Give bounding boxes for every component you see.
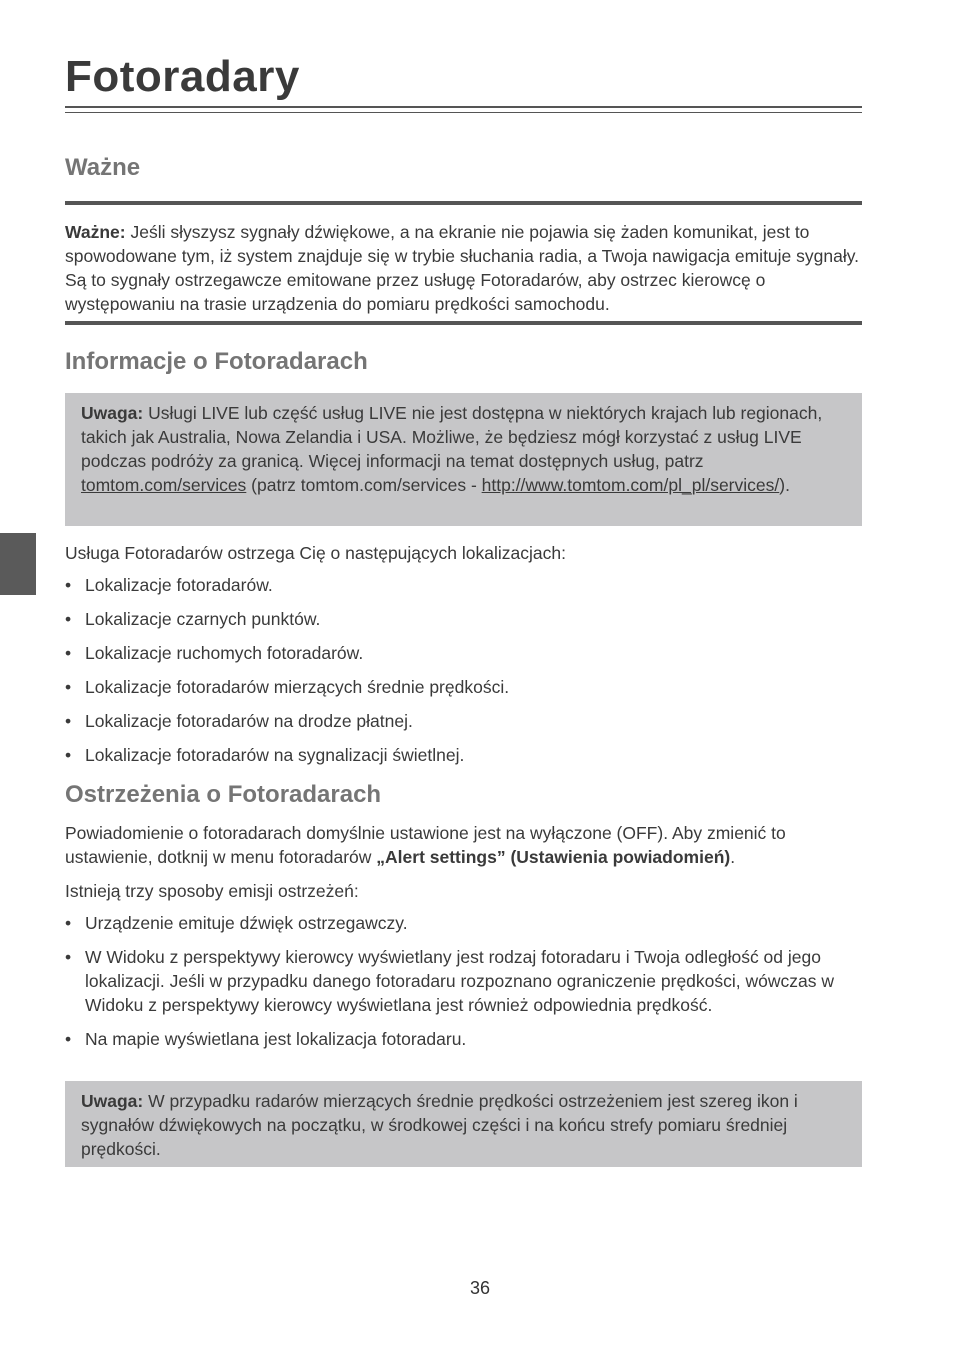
list-item [65,641,862,665]
list-item [65,911,862,935]
list-item-text: Na mapie wyświetlana jest lokalizacja fotoradaru. [85,1029,467,1049]
page-number: 36 [469,1278,491,1298]
note-live-text-2: (patrz tomtom.com/services - [246,475,482,495]
info-intro: Usługa Fotoradarów ostrzega Cię o następujących lokalizacjach: [65,543,566,563]
note-live-text-3: ). [779,475,790,495]
chapter-tab-marker [0,533,36,595]
rule-bottom-wazne [65,321,862,325]
list-item-text: Lokalizacje fotoradarów mierzących średnie prędkości. [85,677,510,697]
alert-settings-menu-reference: „Alert settings” (Ustawienia powiadomień) [376,847,731,867]
wazne-text: Jeśli słyszysz sygnały dźwiękowe, a na ekranie nie pojawia się żaden komunikat, jest to spowodowane tym, iż system znajduje się w trybie słuchania radia, a Twoja nawigacja emituje sygnały. Są to sygnały ostrzegawcze emitowane przez usługę Fotoradarów, aby ostrzec kierowcę o występowaniu na trasie urządzenia do pomiaru prędkości samochodu. [65,222,860,314]
list-item-text: Lokalizacje fotoradarów na drodze płatnej. [85,711,413,731]
bullet-glyph: • [65,913,72,933]
list-item [65,607,862,631]
link-tomtom-pl-services[interactable]: http://www.tomtom.com/pl_pl/services/ [481,475,780,495]
list-item [65,573,862,597]
list-item-text: Lokalizacje ruchomych fotoradarów. [85,643,364,663]
bullet-glyph: • [65,947,72,967]
list-item-text: Lokalizacje czarnych punktów. [85,609,321,629]
title-double-rule [65,106,862,113]
note-speed-text: W przypadku radarów mierzących średnie prędkości ostrzeżeniem jest szereg ikon i sygnałów dźwiękowych na początku, w środkowej części i na końcu strefy pomiaru średniej prędkości. [81,1091,798,1159]
link-tomtom-services[interactable]: tomtom.com/services [81,475,247,495]
bullet-glyph: • [65,643,72,663]
bullet-glyph: • [65,575,72,595]
page-title: Fotoradary [65,52,300,101]
info-bullet-list [65,573,862,767]
list-item-text: Urządzenie emituje dźwięk ostrzegawczy. [85,913,408,933]
note-live-label: Uwaga: [81,403,144,423]
alerts-p1-end: . [730,847,736,867]
list-item [65,709,862,733]
bullet-glyph: • [65,711,72,731]
rule-top-wazne [65,201,862,205]
list-item [65,675,862,699]
heading-informacje: Informacje o Fotoradarach [65,348,368,375]
heading-ostrzezenia: Ostrzeżenia o Fotoradarach [65,781,382,808]
heading-wazne: Ważne [65,154,141,181]
alerts-paragraph-1 [65,821,862,869]
list-item-text: Lokalizacje fotoradarów na sygnalizacji świetlnej. [85,745,465,765]
alerts-bullet-list [65,911,862,1051]
wazne-label: Ważne: [65,222,126,242]
note-live-text: Usługi LIVE lub część usług LIVE nie jest dostępna w niektórych krajach lub regionach, takich jak Australia, Nowa Zelandia i USA. Możliwe, że będziesz mógł korzystać z usług LIVE podczas podróży za granicą. Więcej informacji na temat dostępnych usług, patrz [81,403,823,471]
note-speed-label: Uwaga: [81,1091,144,1111]
note-box-live [65,393,862,526]
list-item [65,743,862,767]
bullet-glyph: • [65,745,72,765]
bullet-glyph: • [65,609,72,629]
wazne-paragraph [65,220,862,316]
alerts-paragraph-2: Istnieją trzy sposoby emisji ostrzeżeń: [65,881,359,901]
list-item-text: W Widoku z perspektywy kierowcy wyświetlany jest rodzaj fotoradaru i Twoja odległość od jego lokalizacji. Jeśli w przypadku danego fotoradaru rozpoznano ograniczenie prędkości, wówczas w Widoku z perspektywy kierowcy wyświetlana jest również odpowiednia prędkość. [85,947,835,1015]
list-item [65,1027,862,1051]
bullet-glyph: • [65,1029,72,1049]
list-item-text: Lokalizacje fotoradarów. [85,575,273,595]
alerts-p1-text: Powiadomienie o fotoradarach domyślnie ustawione jest na wyłączone (OFF). Aby zmienić to ustawienie, dotknij w menu fotoradarów [65,823,786,867]
bullet-glyph: • [65,677,72,697]
note-box-average-speed [65,1081,862,1167]
list-item [65,945,862,1017]
